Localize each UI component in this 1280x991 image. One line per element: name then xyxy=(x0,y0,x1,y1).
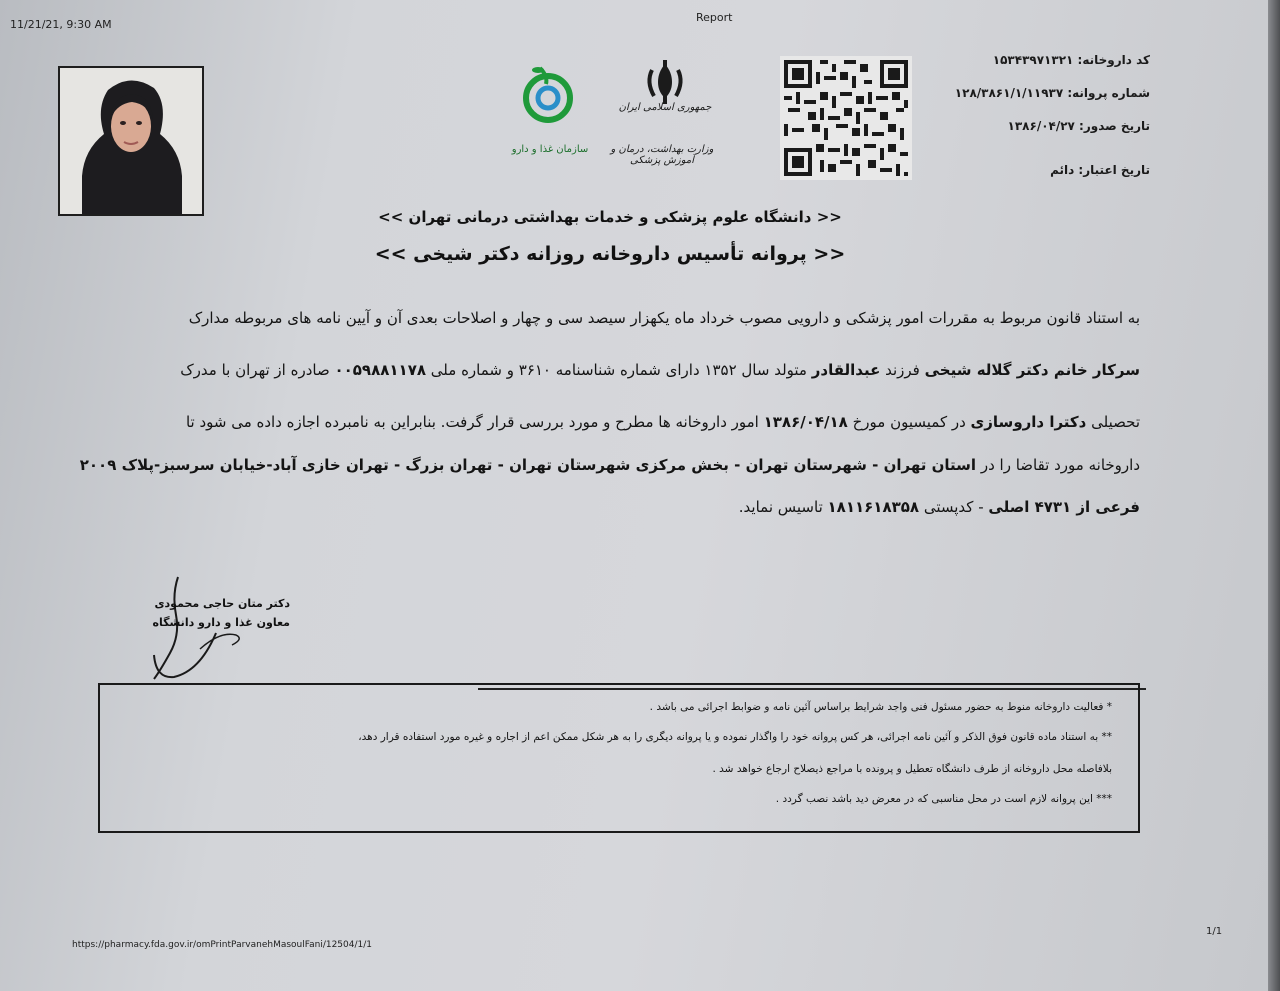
commission-date: ۱۳۸۶/۰۴/۱۸ xyxy=(763,413,848,431)
body-line-5-part-b: تاسیس نماید. xyxy=(738,498,828,516)
body-line-2 xyxy=(180,361,1140,379)
handwritten-signature xyxy=(140,575,330,685)
degree: دکترا داروسازی xyxy=(970,413,1087,431)
plot-number: فرعی از ۴۷۳۱ اصلی xyxy=(988,498,1140,516)
body-line-2-part-c: صادره از تهران با مدرک xyxy=(180,361,335,379)
qr-code-icon xyxy=(780,56,912,180)
address: استان تهران - شهرستان تهران - بخش مرکزی شهرستان تهران - تهران بزرگ - تهران خازی آباد-خیابان سرسبز-پلاک ۲۰۰۹ xyxy=(79,456,977,474)
portrait-image xyxy=(60,68,202,214)
notes-box xyxy=(98,683,1140,833)
national-id: ۰۰۵۹۸۸۱۱۷۸ xyxy=(334,361,427,379)
note-3: *** این پروانه لازم است در محل مناسبی که در معرض دید باشد نصب گردد . xyxy=(775,793,1112,805)
signatory-name: دکتر متان حاجی محمودی xyxy=(154,597,290,610)
body-line-3 xyxy=(186,413,1140,431)
ministry-name: وزارت بهداشت، درمان و آموزش پزشکی xyxy=(610,144,714,166)
licensee-name: سرکار خانم دکتر گلاله شیخی xyxy=(924,361,1140,379)
print-title: Report xyxy=(696,11,733,24)
validity-date: تاریخ اعتبار: دائم xyxy=(1050,163,1150,177)
food-and-drug-organization-name: سازمان غذا و دارو xyxy=(511,144,589,155)
footer-url: https://pharmacy.fda.gov.ir/omPrintParvanehMasoulFani/12504/1/1 xyxy=(72,940,372,950)
body-line-5-part-a: - کدپستی xyxy=(919,498,989,516)
emblem-country-name: جمهوری اسلامی ایران xyxy=(618,102,712,113)
university-heading: << دانشگاه علوم پزشکی و خدمات بهداشتی درمانی تهران >> xyxy=(378,208,842,226)
body-line-1: به استناد قانون مربوط به مقررات امور پزشکی و دارویی مصوب خرداد ماه یکهزار سیصد سی و چهار و اصلاحات بعدی آن و آیین نامه های مربوطه مدارک xyxy=(188,309,1140,327)
signatory-position: معاون غذا و دارو دانشگاه xyxy=(152,616,290,629)
page-edge-shadow xyxy=(1268,0,1280,991)
body-line-5 xyxy=(739,498,1140,516)
note-2-continued: بلافاصله محل داروخانه از طرف دانشگاه تعطیل و پرونده با مراجع ذیصلاح ارجاع خواهد شد . xyxy=(712,763,1112,775)
food-and-drug-organization-logo-icon xyxy=(500,62,595,172)
licensee-photo xyxy=(58,66,204,216)
license-title: << پروانه تأسیس داروخانه روزانه دکتر شیخی >> xyxy=(374,243,846,265)
body-line-3-part-a: تحصیلی xyxy=(1086,413,1140,431)
body-line-2-part-a: فرزند xyxy=(880,361,925,379)
note-1: * فعالیت داروخانه منوط به حضور مسئول فنی واجد شرایط براساس آئین نامه و ضوابط اجرائی می باشد . xyxy=(649,701,1112,713)
father-name: عبدالقادر xyxy=(811,361,881,379)
body-line-4 xyxy=(80,456,1140,474)
body-line-3-part-c: امور داروخانه ها مطرح و مورد بررسی قرار گرفت. بنابراین به نامبرده اجازه داده می شود تا xyxy=(185,413,764,431)
body-line-4-part-a: داروخانه مورد تقاضا را در xyxy=(976,456,1140,474)
body-line-2-part-b: متولد سال ۱۳۵۲ دارای شماره شناسنامه ۳۶۱۰ و شماره ملی xyxy=(426,361,812,379)
pharmacy-code: کد داروخانه: ۱۵۳۴۳۹۷۱۳۲۱ xyxy=(992,53,1150,67)
license-number: شماره پروانه: ۱۲۸/۳۸۶۱/۱/۱۱۹۳۷ xyxy=(954,86,1150,100)
note-2: ** به استناد ماده قانون فوق الذکر و آئین نامه اجرائی، هر کس پروانه خود را واگذار نموده و یا پروانه دیگری را به هر شکل ممکن اعم از اجاره و غیره مورد استفاده قرار دهد، xyxy=(358,731,1112,743)
page-number: 1/1 xyxy=(1206,926,1223,937)
body-line-3-part-b: در کمیسیون مورخ xyxy=(847,413,971,431)
print-datetime: 11/21/21, 9:30 AM xyxy=(10,18,112,31)
postal-code: ۱۸۱۱۶۱۸۳۵۸ xyxy=(827,498,920,516)
issue-date: تاریخ صدور: ۱۳۸۶/۰۴/۲۷ xyxy=(1007,119,1150,133)
